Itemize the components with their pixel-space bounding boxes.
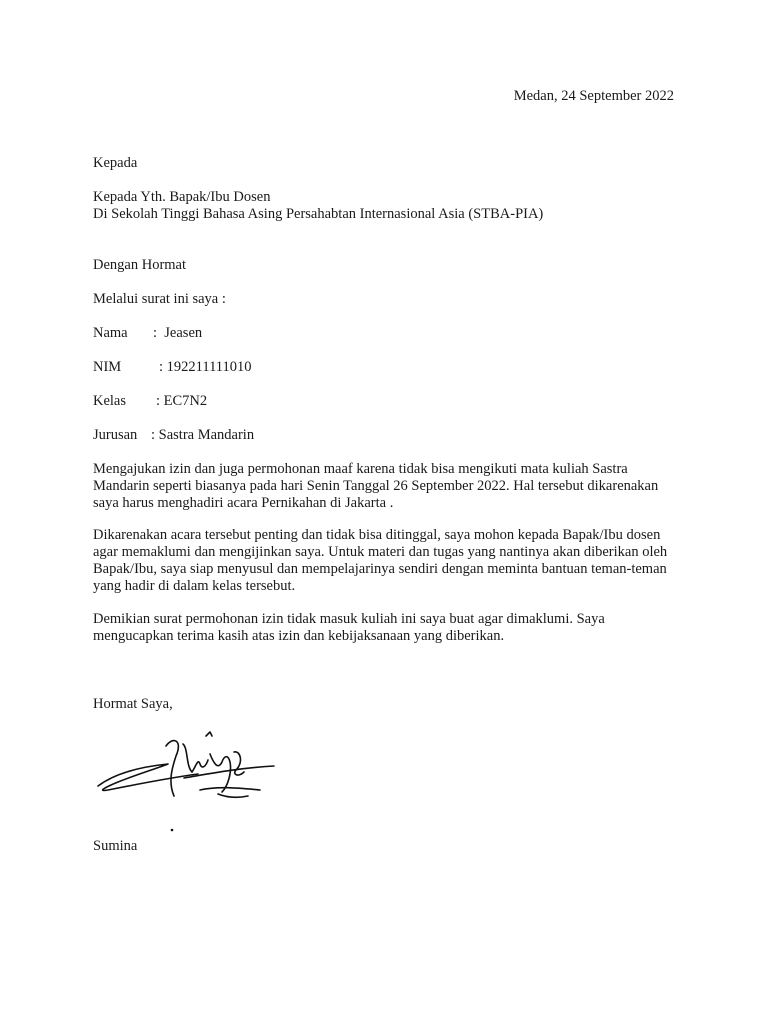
paragraph-2: Dikarenakan acara tersebut penting dan tidak bisa ditinggal, saya mohon kepada Bapak/Ibu dosen agar memaklumi dan mengijinkan saya. Untuk materi dan tugas yang nantinya akan diberikan oleh Bapak/Ibu, saya siap menyusul dan mempelajarinya sendiri dengan meminta bantuan teman-teman yang hadir di dalam kelas tersebut. (93, 527, 668, 594)
signer-name: Sumina (93, 838, 138, 854)
paragraph-1: Mengajukan izin dan juga permohonan maaf karena tidak bisa mengikuti mata kuliah Sastra Mandarin seperti biasanya pada hari Senin Tanggal 26 September 2022. Hal tersebut dikarenakan saya harus menghadiri acara Pernikahan di Jakarta . (93, 461, 659, 511)
field-name-value: Jeasen (164, 325, 203, 341)
intro-line: Melalui surat ini saya : (93, 291, 226, 307)
signature-image (88, 726, 278, 836)
field-nim-sep: : (159, 359, 164, 375)
place-date: Medan, 24 September 2022 (513, 88, 674, 104)
salutation: Dengan Hormat (93, 257, 187, 273)
field-name (93, 325, 683, 342)
recipient-line-2: Di Sekolah Tinggi Bahasa Asing Persahabtan Internasional Asia (STBA-PIA) (93, 206, 544, 222)
field-jurusan-sep: : (151, 427, 156, 443)
field-nim-label: NIM (93, 359, 122, 375)
field-jurusan-value: Sastra Mandarin (158, 427, 255, 443)
field-name-sep: : (153, 325, 158, 341)
recipient-intro: Kepada (93, 155, 138, 171)
field-kelas (93, 393, 683, 410)
field-kelas-label: Kelas (93, 393, 127, 409)
field-kelas-sep: : (156, 393, 161, 409)
paragraph-3: Demikian surat permohonan izin tidak masuk kuliah ini saya buat agar dimaklumi. Saya mengucapkan terima kasih atas izin dan kebijaksanaan yang diberikan. (93, 611, 605, 644)
field-nim (93, 359, 683, 376)
field-jurusan (93, 427, 683, 444)
recipient-line-1: Kepada Yth. Bapak/Ibu Dosen (93, 189, 271, 205)
field-jurusan-label: Jurusan (93, 427, 138, 443)
field-name-label: Nama (93, 325, 128, 341)
field-nim-value: 192211111010 (166, 359, 252, 375)
field-kelas-value: EC7N2 (163, 393, 208, 409)
closing: Hormat Saya, (93, 696, 173, 712)
